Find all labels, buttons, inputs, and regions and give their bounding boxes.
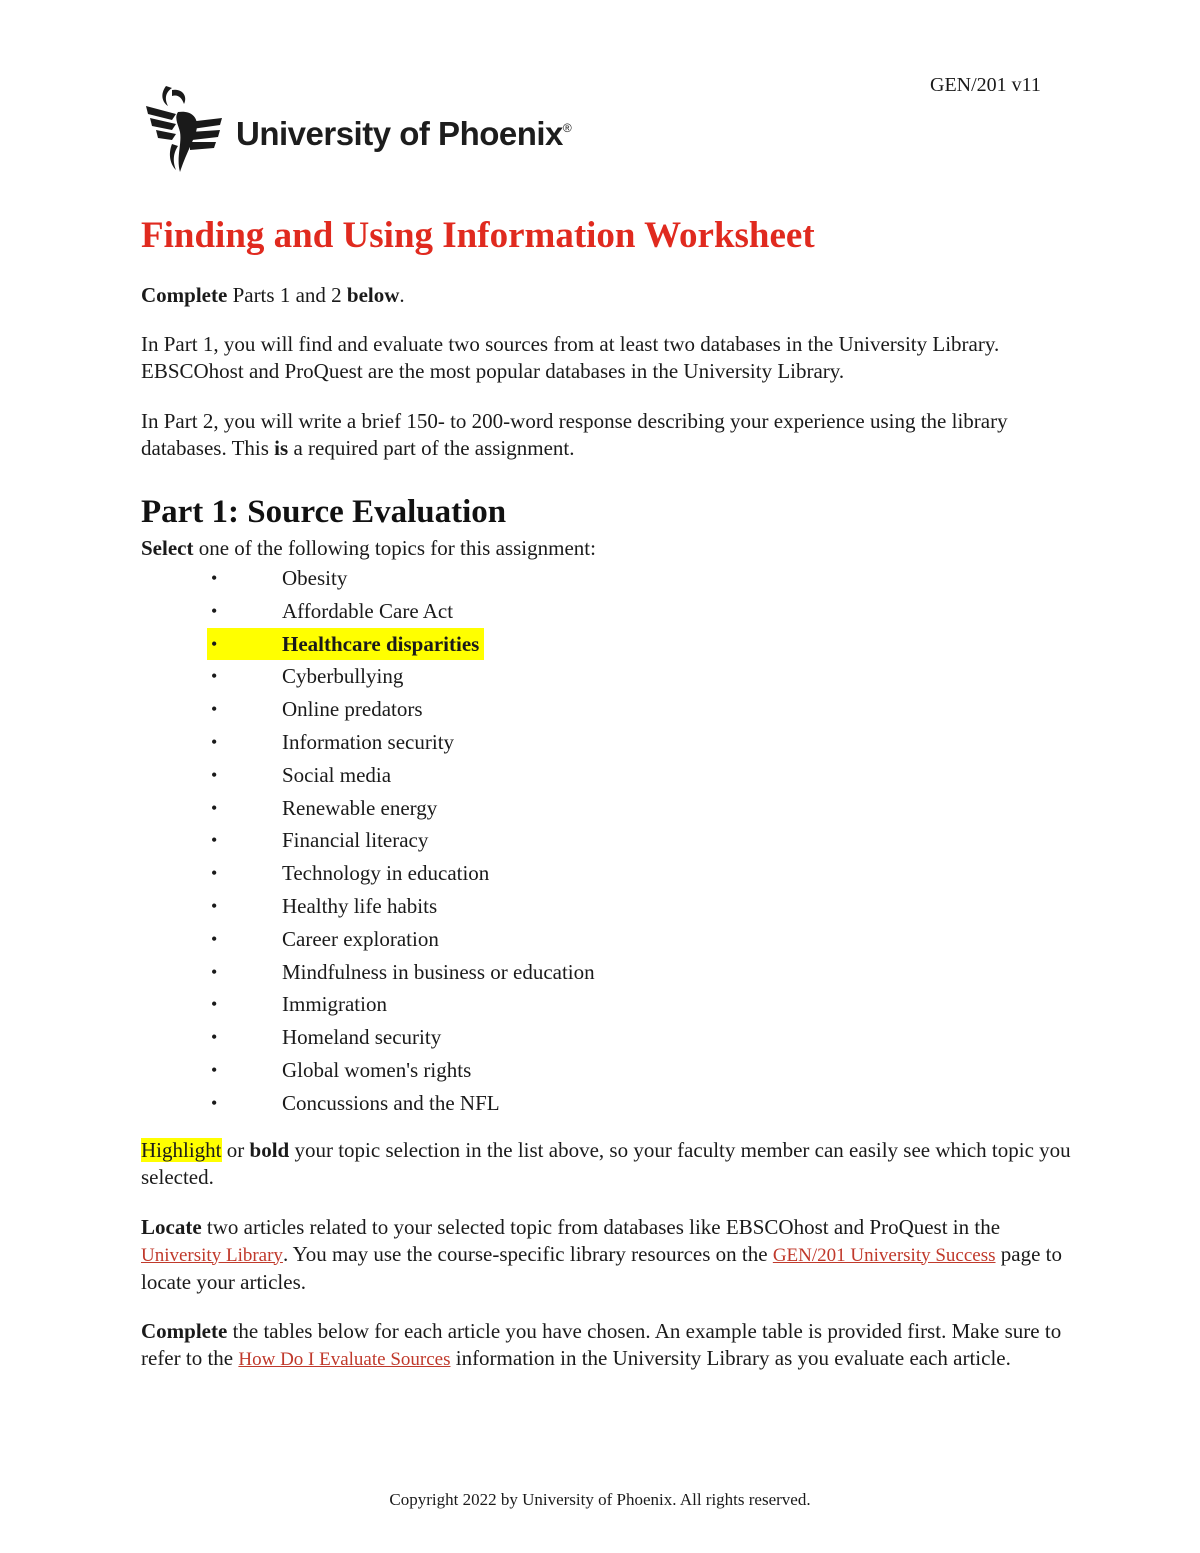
evaluate-sources-link[interactable]: How Do I Evaluate Sources <box>238 1348 451 1370</box>
list-item: • Career exploration <box>211 926 439 951</box>
list-item: • Social media <box>211 762 392 787</box>
highlight-instruction: Highlight or bold your topic selection in the list above, so your faculty member can easily see which topic you selected. <box>141 1137 1071 1189</box>
list-item-selected: • Healthcare disparities <box>141 628 1071 661</box>
list-item: • Global women's rights <box>211 1057 472 1082</box>
highlight-word: Highlight <box>141 1137 222 1162</box>
list-item: • Immigration <box>211 992 387 1017</box>
list-item: • Information security <box>211 729 455 754</box>
topic-list <box>141 562 1071 1120</box>
list-item: • Concussions and the NFL <box>211 1090 500 1115</box>
gen201-university-success-link[interactable]: GEN/201 University Success <box>772 1244 996 1266</box>
course-code: GEN/201 v11 <box>930 74 1041 96</box>
list-item: • Affordable Care Act <box>211 598 454 623</box>
university-library-link[interactable]: University Library <box>141 1244 283 1266</box>
registered-mark: ® <box>562 121 572 135</box>
list-item: • Renewable energy <box>211 795 438 820</box>
list-item: • Obesity <box>211 566 348 590</box>
list-item: • Homeland security <box>211 1025 442 1050</box>
list-item: • Cyberbullying <box>211 664 404 689</box>
list-item: • Healthy life habits <box>211 893 438 918</box>
selected-topic-highlight: Healthcare disparities <box>207 628 484 661</box>
complete-tables-instruction: Complete the tables below for each article you have chosen. An example table is provided first. Make sure to refer to the How Do I Evaluate Sources information in the University Library as you evaluate each article. <box>141 1318 1062 1370</box>
copyright-footer: Copyright 2022 by University of Phoenix. All rights reserved. <box>389 1490 811 1509</box>
list-item: • Financial literacy <box>211 828 429 853</box>
page-title: Finding and Using Information Worksheet <box>141 215 815 256</box>
university-logo <box>142 84 571 176</box>
select-instruction: Select one of the following topics for this assignment: <box>141 536 596 560</box>
section-heading-part1: Part 1: Source Evaluation <box>141 494 507 530</box>
document-body <box>141 212 1071 1373</box>
list-item: • Technology in education <box>211 861 490 886</box>
part2-description: In Part 2, you will write a brief 150- to 200-word response describing your experience using the library databases. This is a required part of the assignment. <box>141 409 1008 460</box>
list-item: • Online predators <box>211 697 423 722</box>
part1-description: In Part 1, you will find and evaluate two sources from at least two databases in the University Library. EBSCOhost and ProQuest are the most popular databases in the University Library. <box>141 332 1000 383</box>
instructions-complete: Complete Parts 1 and 2 below. <box>141 283 405 307</box>
list-item: • Mindfulness in business or education <box>211 959 595 984</box>
phoenix-bird-icon <box>142 84 224 176</box>
logo-wordmark: University of Phoenix® <box>236 115 572 152</box>
locate-instruction: Locate two articles related to your selected topic from databases like EBSCOhost and ProQuest in the University Library. You may use the course-specific library resources on the GEN/201 University Success page to locate your articles. <box>141 1214 1062 1294</box>
